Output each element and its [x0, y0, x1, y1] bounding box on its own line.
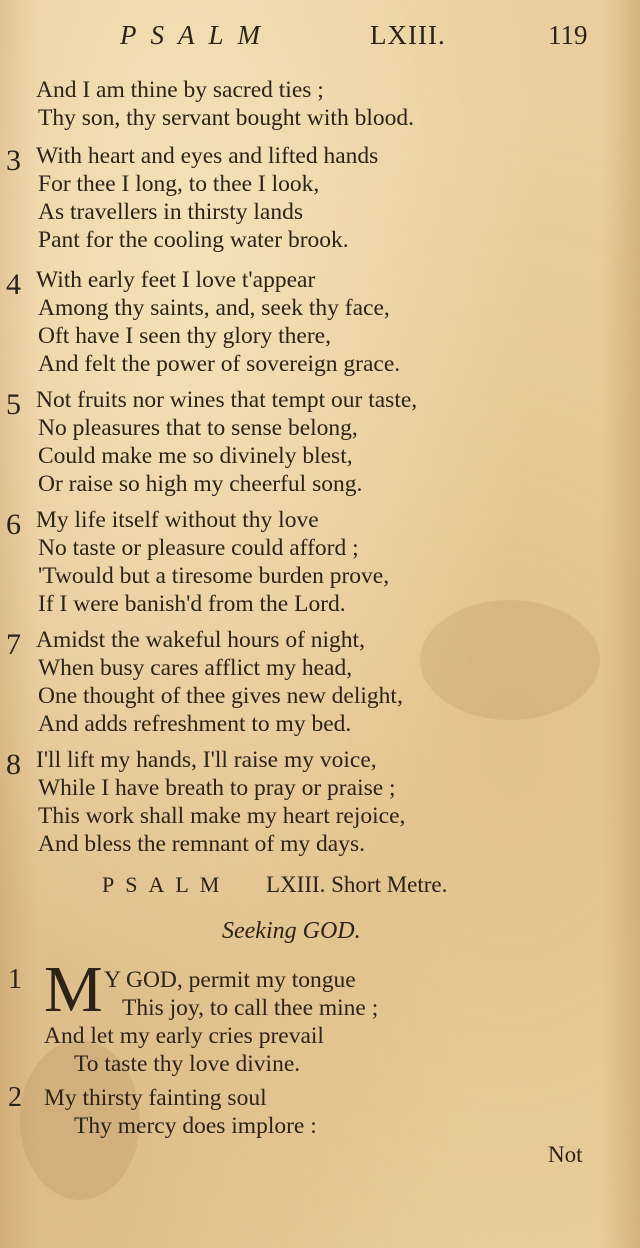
hymn-line: And let my early cries prevail: [44, 1023, 324, 1049]
verse-line: And adds refreshment to my bed.: [38, 711, 352, 737]
stanza: [0, 626, 640, 738]
verse-line: Or raise so high my cheerful song.: [38, 471, 363, 497]
verse-line: And bless the remnant of my days.: [38, 831, 365, 857]
verse-line: Amidst the wakeful hours of night,: [36, 627, 365, 653]
hymn-line: Y GOD, permit my tongue: [104, 967, 356, 993]
hymn-line: My thirsty fainting soul: [44, 1085, 267, 1111]
stanza: [0, 386, 640, 498]
hymn-line: To taste thy love divine.: [74, 1051, 301, 1077]
stanza-number: 3: [6, 144, 21, 177]
verse-line: No taste or pleasure could afford ;: [38, 535, 359, 561]
verse-line: 'Twould but a tiresome burden prove,: [38, 563, 390, 589]
verse-line: As travellers in thirsty lands: [38, 199, 303, 225]
verse-line: Thy son, thy servant bought with blood.: [38, 105, 414, 131]
stanza-number: 8: [6, 748, 21, 781]
hymn-line: This joy, to call thee mine ;: [122, 995, 379, 1021]
stanza: [0, 142, 640, 254]
stanza: [0, 746, 640, 858]
verse-line: This work shall make my heart rejoice,: [38, 803, 406, 829]
catchword: Not: [548, 1142, 583, 1167]
verse-line: If I were banish'd from the Lord.: [38, 591, 346, 617]
verse-line: Oft have I seen thy glory there,: [38, 323, 331, 349]
verse-line: And I am thine by sacred ties ;: [36, 77, 324, 103]
drop-cap: M: [44, 953, 103, 1026]
section-psalm-label: PSALM: [102, 872, 231, 897]
verse-line: When busy cares afflict my head,: [38, 655, 353, 681]
hymn-line: Thy mercy does implore :: [74, 1113, 317, 1139]
verse-line: One thought of thee gives new delight,: [38, 683, 403, 709]
stanza-number: 5: [6, 388, 21, 421]
stanza-number: 6: [6, 508, 21, 541]
running-head: PSALM: [120, 20, 274, 50]
verse-line: While I have breath to pray or praise ;: [38, 775, 396, 801]
verse-line: For thee I long, to thee I look,: [38, 171, 320, 197]
verse-line: No pleasures that to sense belong,: [38, 415, 358, 441]
verse-line: And felt the power of sovereign grace.: [38, 351, 401, 377]
psalm-number: LXIII.: [370, 20, 446, 50]
verse-line: Among thy saints, and, seek thy face,: [38, 295, 390, 321]
verse-line: My life itself without thy love: [36, 507, 319, 533]
stanza-number: 7: [6, 628, 21, 661]
verse-line: With early feet I love t'appear: [36, 267, 316, 293]
verse-line: Pant for the cooling water brook.: [38, 227, 349, 253]
stanza: [0, 76, 640, 132]
verse-line: Not fruits nor wines that tempt our taste,: [36, 387, 418, 413]
section-subtitle: Seeking GOD.: [222, 918, 361, 944]
running-header: [0, 20, 640, 60]
verse-line: I'll lift my hands, I'll raise my voice,: [36, 747, 377, 773]
stanza-number: 1: [8, 964, 22, 995]
page-number: 119: [548, 20, 588, 50]
verse-line: Could make me so divinely blest,: [38, 443, 353, 469]
stanza-number: 4: [6, 268, 21, 301]
stanza: [0, 266, 640, 378]
section-title-text: LXIII. Short Metre.: [266, 872, 448, 897]
stanza: [0, 506, 640, 618]
verse-line: With heart and eyes and lifted hands: [36, 143, 379, 169]
stanza-number: 2: [8, 1082, 22, 1113]
